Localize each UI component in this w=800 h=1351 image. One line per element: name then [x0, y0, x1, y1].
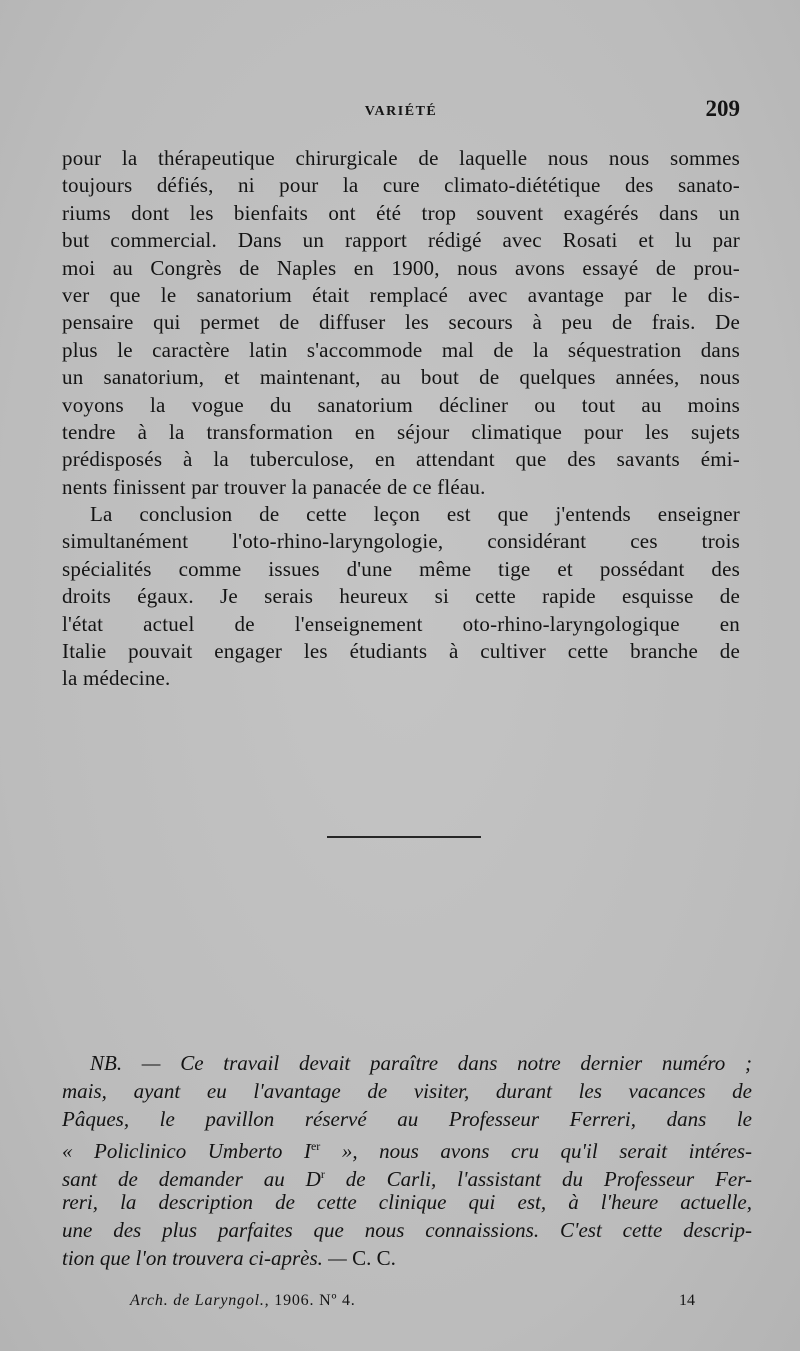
text-line: pour la thérapeutique chirurgicale de laquelle nous nous sommes — [62, 146, 740, 170]
running-title: VARIÉTÉ — [364, 104, 438, 119]
text-line: tendre à la transformation en séjour climatique pour les sujets — [62, 419, 740, 444]
note-line: reri, la description de cette clinique qui est, à l'heure actuelle, — [62, 1189, 752, 1214]
note-line: Pâques, le pavillon réservé au Professeur Ferreri, dans le — [62, 1106, 752, 1131]
text-line: nents finissent par trouver la panacée de ce fléau. — [62, 474, 486, 499]
page-footer — [130, 1292, 695, 1314]
editor-note — [62, 1050, 752, 1272]
text-line: droits égaux. Je serais heureux si cette rapide esquisse de — [62, 584, 740, 609]
text-line: l'état actuel de l'enseignement oto-rhino-laryngologique en — [62, 611, 740, 636]
text-line: riums dont les bienfaits ont été trop souvent exagérés dans un — [62, 200, 740, 225]
text-line: moi au Congrès de Naples en 1900, nous avons essayé de prou- — [62, 255, 740, 280]
note-line: une des plus parfaites que nous connaissions. C'est cette descrip- — [62, 1217, 752, 1242]
body-text — [62, 145, 740, 693]
section-divider — [327, 836, 481, 838]
text-line: toujours défiés, ni pour la cure climato-diététique des sanato- — [62, 173, 740, 198]
text-line: La conclusion de cette leçon est que j'entends enseigner — [90, 502, 740, 527]
text-line: simultanément l'oto-rhino-laryngologie, considérant ces trois — [62, 529, 740, 554]
running-head — [62, 96, 740, 126]
page-number: 209 — [705, 96, 740, 121]
note-line: NB. — Ce travail devait paraître dans notre dernier numéro ; — [90, 1051, 752, 1075]
journal-reference: Arch. de Laryngol., 1906. Nº 4. — [130, 1292, 356, 1309]
text-line: voyons la vogue du sanatorium décliner ou tout au moins — [62, 392, 740, 417]
note-line: « Policlinico Umberto Ier », nous avons cru qu'il serait intéres- — [62, 1139, 753, 1164]
note-line: tion que l'on trouvera ci-après. — C. C. — [62, 1245, 396, 1270]
signature-mark: 14 — [679, 1292, 695, 1309]
text-line: ver que le sanatorium était remplacé avec avantage par le dis- — [62, 282, 740, 307]
text-line: un sanatorium, et maintenant, au bout de quelques années, nous — [62, 365, 740, 390]
text-line: plus le caractère latin s'accommode mal de la séquestration dans — [62, 337, 740, 362]
text-line: pensaire qui permet de diffuser les secours à peu de frais. De — [62, 310, 740, 335]
text-line: but commercial. Dans un rapport rédigé avec Rosati et lu par — [62, 228, 740, 253]
text-line: spécialités comme issues d'une même tige et possédant des — [62, 556, 740, 581]
text-line: Italie pouvait engager les étudiants à cultiver cette branche de — [62, 639, 740, 664]
note-line: sant de demander au $D^r$ de Carli, l'assistant du Professeur Fer- — [62, 1167, 753, 1192]
text-line: prédisposés à la tuberculose, en attendant que des savants émi- — [62, 447, 740, 472]
text-line: la médecine. — [62, 666, 171, 691]
note-signature: C. C. — [352, 1245, 396, 1270]
note-line: mais, ayant eu l'avantage de visiter, durant les vacances de — [62, 1078, 752, 1103]
note-label: NB. — [90, 1051, 123, 1075]
